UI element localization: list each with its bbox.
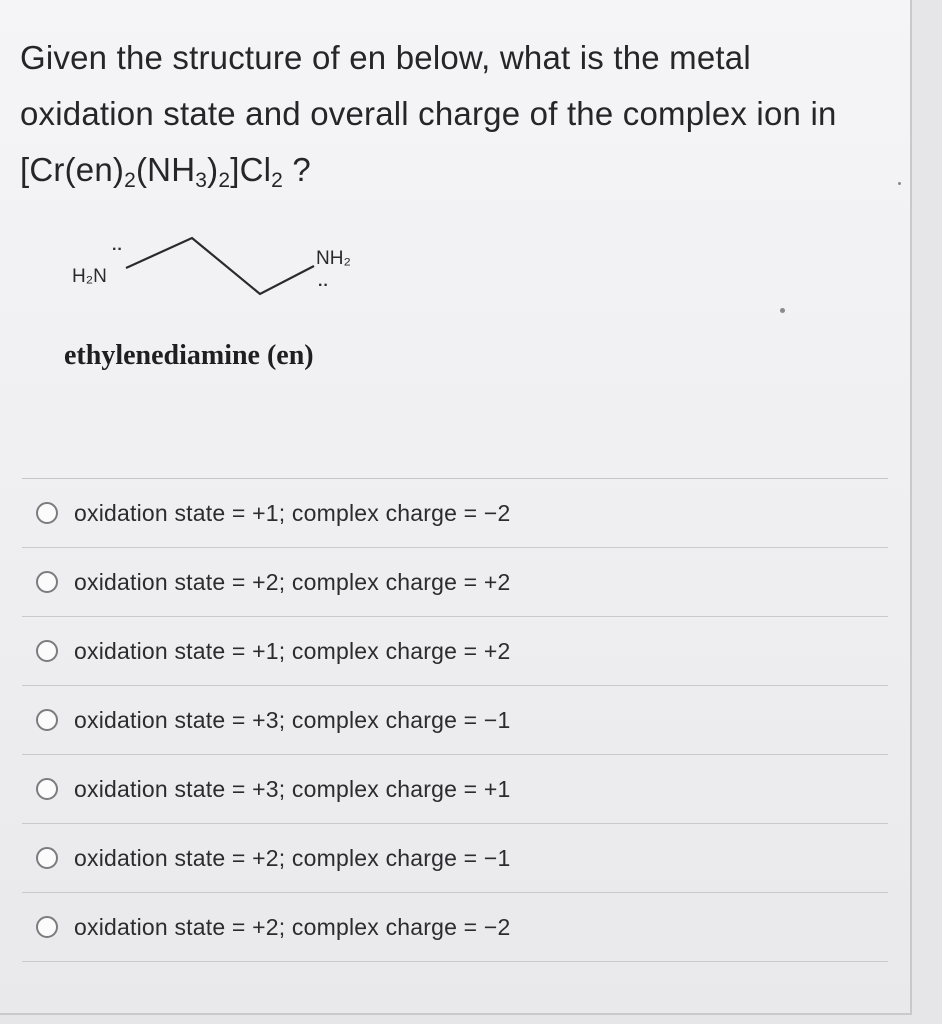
- formula-subscript: 3: [195, 169, 208, 192]
- right-lone-pair: ··: [318, 277, 329, 294]
- radio-button[interactable]: [36, 916, 58, 938]
- answer-option-1[interactable]: [22, 479, 888, 548]
- answer-option-label: oxidation state = +3; complex charge = +1: [74, 775, 511, 802]
- formula-part: [Cr(en): [20, 151, 125, 188]
- complex-formula: [20, 142, 900, 198]
- answer-option-7[interactable]: [22, 893, 888, 962]
- answer-options: [22, 478, 888, 962]
- stray-mark: [898, 182, 901, 185]
- answer-option-5[interactable]: [22, 755, 888, 824]
- formula-part: ?: [283, 151, 311, 188]
- structure-diagram: [60, 220, 380, 310]
- answer-option-label: oxidation state = +2; complex charge = −1: [74, 844, 511, 871]
- radio-button[interactable]: [36, 640, 58, 662]
- answer-option-3[interactable]: [22, 617, 888, 686]
- formula-subscript: 2: [218, 169, 231, 192]
- answer-option-label: oxidation state = +2; complex charge = −2: [74, 913, 511, 940]
- question-line-2: oxidation state and overall charge of the complex ion in: [20, 95, 837, 132]
- answer-option-label: oxidation state = +3; complex charge = −1: [74, 706, 511, 733]
- formula-part: ): [207, 151, 219, 188]
- question-line-1: Given the structure of en below, what is the metal: [20, 39, 751, 76]
- right-amine-label: NH₂: [316, 248, 351, 269]
- ethylenediamine-structure: [60, 220, 380, 310]
- answer-option-6[interactable]: [22, 824, 888, 893]
- carbon-chain-bonds: [126, 238, 314, 294]
- answer-option-4[interactable]: [22, 686, 888, 755]
- radio-button[interactable]: [36, 778, 58, 800]
- radio-button[interactable]: [36, 502, 58, 524]
- answer-option-label: oxidation state = +1; complex charge = +2: [74, 637, 511, 664]
- stray-mark: [780, 308, 785, 313]
- question-text: [20, 30, 900, 198]
- formula-subscript: 2: [271, 169, 284, 192]
- radio-button[interactable]: [36, 709, 58, 731]
- formula-part: ]Cl: [230, 151, 272, 188]
- formula-part: (NH: [135, 151, 196, 188]
- answer-option-2[interactable]: [22, 548, 888, 617]
- formula-subscript: 2: [124, 169, 136, 192]
- left-amine-label: H₂N: [72, 266, 107, 287]
- radio-button[interactable]: [36, 571, 58, 593]
- answer-option-label: oxidation state = +1; complex charge = −2: [74, 499, 511, 526]
- structure-caption: ethylenediamine (en): [64, 340, 314, 371]
- left-lone-pair: ··: [112, 241, 123, 258]
- radio-button[interactable]: [36, 847, 58, 869]
- answer-option-label: oxidation state = +2; complex charge = +2: [74, 568, 511, 595]
